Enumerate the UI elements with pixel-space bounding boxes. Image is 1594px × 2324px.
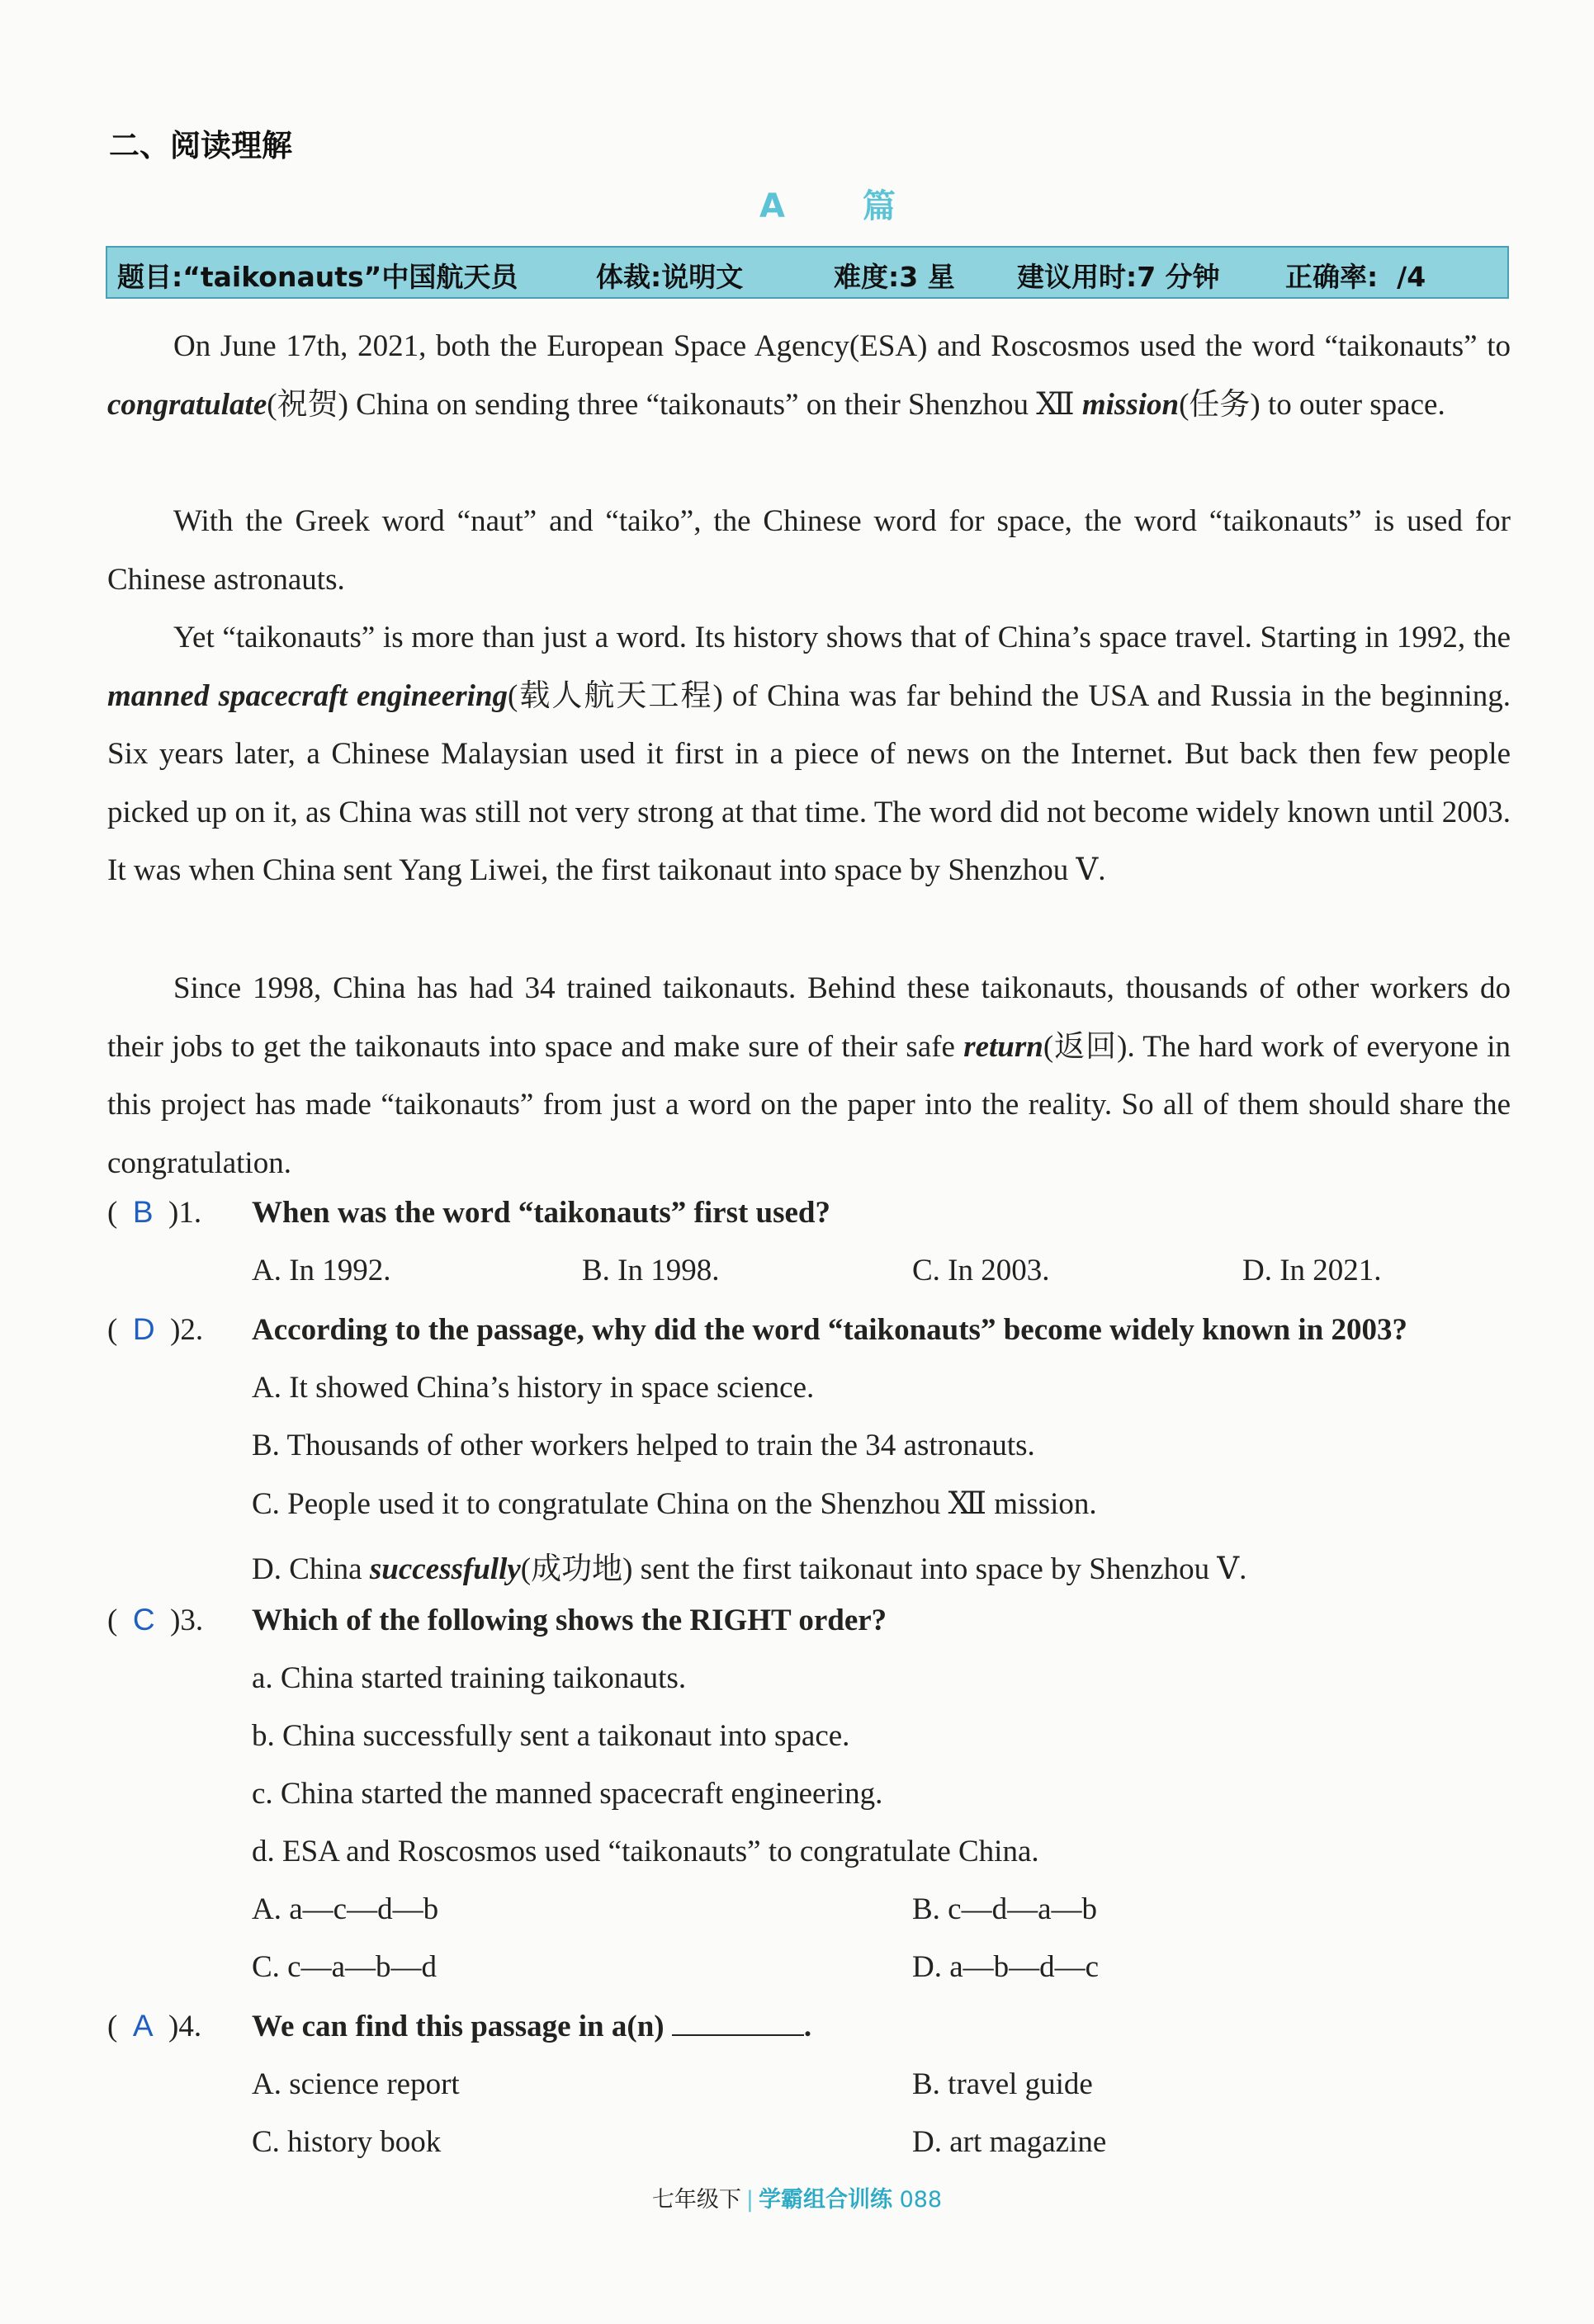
option-2a: A. It showed China’s history in space science. [252,1371,815,1405]
question-number-3: )3. [170,1604,204,1637]
option-4b: B. travel guide [912,2067,1093,2101]
info-topic: 题目:“taikonauts”中国航天员 [117,261,518,293]
part-label: A 篇 [759,187,929,225]
option-3d: D. a—b—d—c [912,1950,1100,1984]
keyword-congratulate: congratulate [107,387,267,422]
info-accuracy: 正确率: /4 [1285,261,1426,293]
option-3c: C. c—a—b—d [252,1950,438,1984]
paragraph-2: With the Greek word “naut” and “taiko”, the Chinese word for space, the word “taikonauts” is used for Chinese astronauts. [107,504,1511,597]
event-b: b. China successfully sent a taikonaut into space. [252,1719,850,1753]
event-c: c. China started the manned spacecraft engineering. [252,1777,883,1811]
footer-separator: | [745,2187,754,2213]
keyword-manned-spacecraft: manned spacecraft engineering [107,678,508,713]
option-1b: B. In 1998. [582,1254,720,1287]
answer-1: B [132,1195,154,1229]
paragraph-4: Since 1998, China has had 34 trained taikonauts. Behind these taikonauts, thousands of other workers do their jobs to get the taikonauts into space and make sure of their safe return(返回). The hard work of everyone in this project has made “taikonauts” from just a word on the paper into the reality. So all of them should share the congratulation. [107,971,1511,1180]
question-stem-1: When was the word “taikonauts” first used? [252,1196,831,1230]
option-3a: A. a—c—d—b [252,1892,439,1926]
footer-grade: 七年级下 [651,2187,741,2213]
question-stem-3: Which of the following shows the RIGHT order? [252,1604,887,1637]
question-number-1: )1. [168,1196,202,1230]
question-stem-2: According to the passage, why did the word “taikonauts” become widely known in 2003? [252,1313,1407,1347]
keyword-mission: mission [1081,387,1180,422]
option-2d: D. China successfully(成功地) sent the first taikonaut into space by Shenzhou Ⅴ. [252,1552,1247,1586]
question-number-4: )4. [168,2010,202,2043]
question-number-2: )2. [170,1313,204,1347]
answer-2: D [132,1312,155,1346]
paragraph-3: Yet “taikonauts” is more than just a word. Its history shows that of China’s space travel. Starting in 1992, the manned spacecraft engineering(载人航天工程) of China was far behind the USA and Russia in the beginning. Six years later, a Chinese Malaysian used it first in a piece of news on the Internet. But back then few people picked up on it, as China was still not very strong at that time. The word did not become widely known until 2003. It was when China sent Yang Liwei, the first taikonaut into space by Shenzhou Ⅴ. [107,621,1511,887]
info-difficulty: 难度:3 星 [834,261,955,293]
footer-page-number: 088 [899,2187,943,2213]
option-1c: C. In 2003. [912,1254,1050,1287]
question-stem-4: We can find this passage in a(n) . [252,2010,812,2043]
event-a: a. China started training taikonauts. [252,1661,687,1695]
info-bar [106,246,1509,299]
info-genre: 体裁:说明文 [596,261,744,293]
option-3b: B. c—d—a—b [912,1892,1098,1926]
option-4d: D. art magazine [912,2125,1107,2159]
option-4c: C. history book [252,2125,442,2159]
option-2c: C. People used it to congratulate China on the Shenzhou Ⅻ mission. [252,1487,1097,1521]
answer-3: C [132,1603,155,1637]
page-footer [0,2181,1594,2213]
keyword-return: return [963,1029,1043,1064]
event-d: d. ESA and Roscosmos used “taikonauts” to congratulate China. [252,1835,1039,1868]
keyword-successfully: successfully [369,1552,521,1586]
info-time: 建议用时:7 分钟 [1017,261,1220,293]
footer-book-title: 学霸组合训练 [758,2187,892,2213]
section-title: 二、阅读理解 [109,128,292,163]
option-2b: B. Thousands of other workers helped to train the 34 astronauts. [252,1429,1035,1462]
option-1a: A. In 1992. [252,1254,391,1287]
option-1d: D. In 2021. [1242,1254,1382,1287]
page: 二、阅读理解 A 篇 题目:“taikonauts”中国航天员 体裁:说明文 难度:3 星 建议用时:7 分钟 正确率: /4 On June 17th, 2021, both the European Space Agency(ESA) and Roscosmos used the word “taikonauts” to congratulate(祝贺) China on sending three “taikonauts” on their Shenzhou Ⅻ mission(任务) to outer space. With the Greek word “naut” and “taiko”, the Chinese word for space, the word “taikonauts” is used for Chinese astronauts. Yet “taikonauts” is more than just a word. Its history shows that of China’s space travel. Starting in 1992, the manned spacecraft engineering(载人航天工程) of China was far behind the USA and Russia in the beginning. Six years later, a Chinese Malaysian used it first in a piece of news on the Internet. But back then few people picked up on it, as China was still not very strong at that time. The word did not become widely known until 2003. It was when China sent Yang Liwei, the first taikonaut into space by Shenzhou Ⅴ. Since 1998, China has had 34 trained taikonauts. Behind these taikonauts, thousands of other workers do their jobs to get the taikonauts into space and make sure of their safe return(返回). The hard work of everyone in this project has made “taikonauts” from just a word on the paper into the reality. So all of them should share the congratulation. ( B )1. When was the word “taikonauts” first used? A. In 1992. B. In 1998. C. In 2003. D. In 2021. ( D )2. According to the passage, why did the word “taikonauts” become widely known in 2003? A. It showed China’s history in space science. B. Thousands of other workers helped to train the 34 astronauts. C. People used it to congratulate China on the Shenzhou Ⅻ mission. D. China successfully(成功地) sent the first taikonaut into space by Shenzhou Ⅴ. ( C )3. Which of the following shows the RIGHT order? a. China started training taikonauts. b. China successfully sent a taikonaut into space. c. China started the manned spacecraft engineering. d. ESA and Roscosmos used “taikonauts” to congratulate China. A. a—c—d—b B. c—d—a—b C. c—a—b—d D. a—b—d—c ( A )4. We can find this passage in a(n) . A. science report B. travel guide C. history book D. art magazine 七年级下 | 学霸组合训练 088 [0,0,1594,2324]
paragraph-1: On June 17th, 2021, both the European Space Agency(ESA) and Roscosmos used the word “taikonauts” to congratulate(祝贺) China on sending three “taikonauts” on their Shenzhou Ⅻ mission(任务) to outer space. [107,329,1511,422]
answer-blank [672,2010,804,2036]
option-4a: A. science report [252,2067,460,2101]
answer-4: A [132,2009,154,2043]
